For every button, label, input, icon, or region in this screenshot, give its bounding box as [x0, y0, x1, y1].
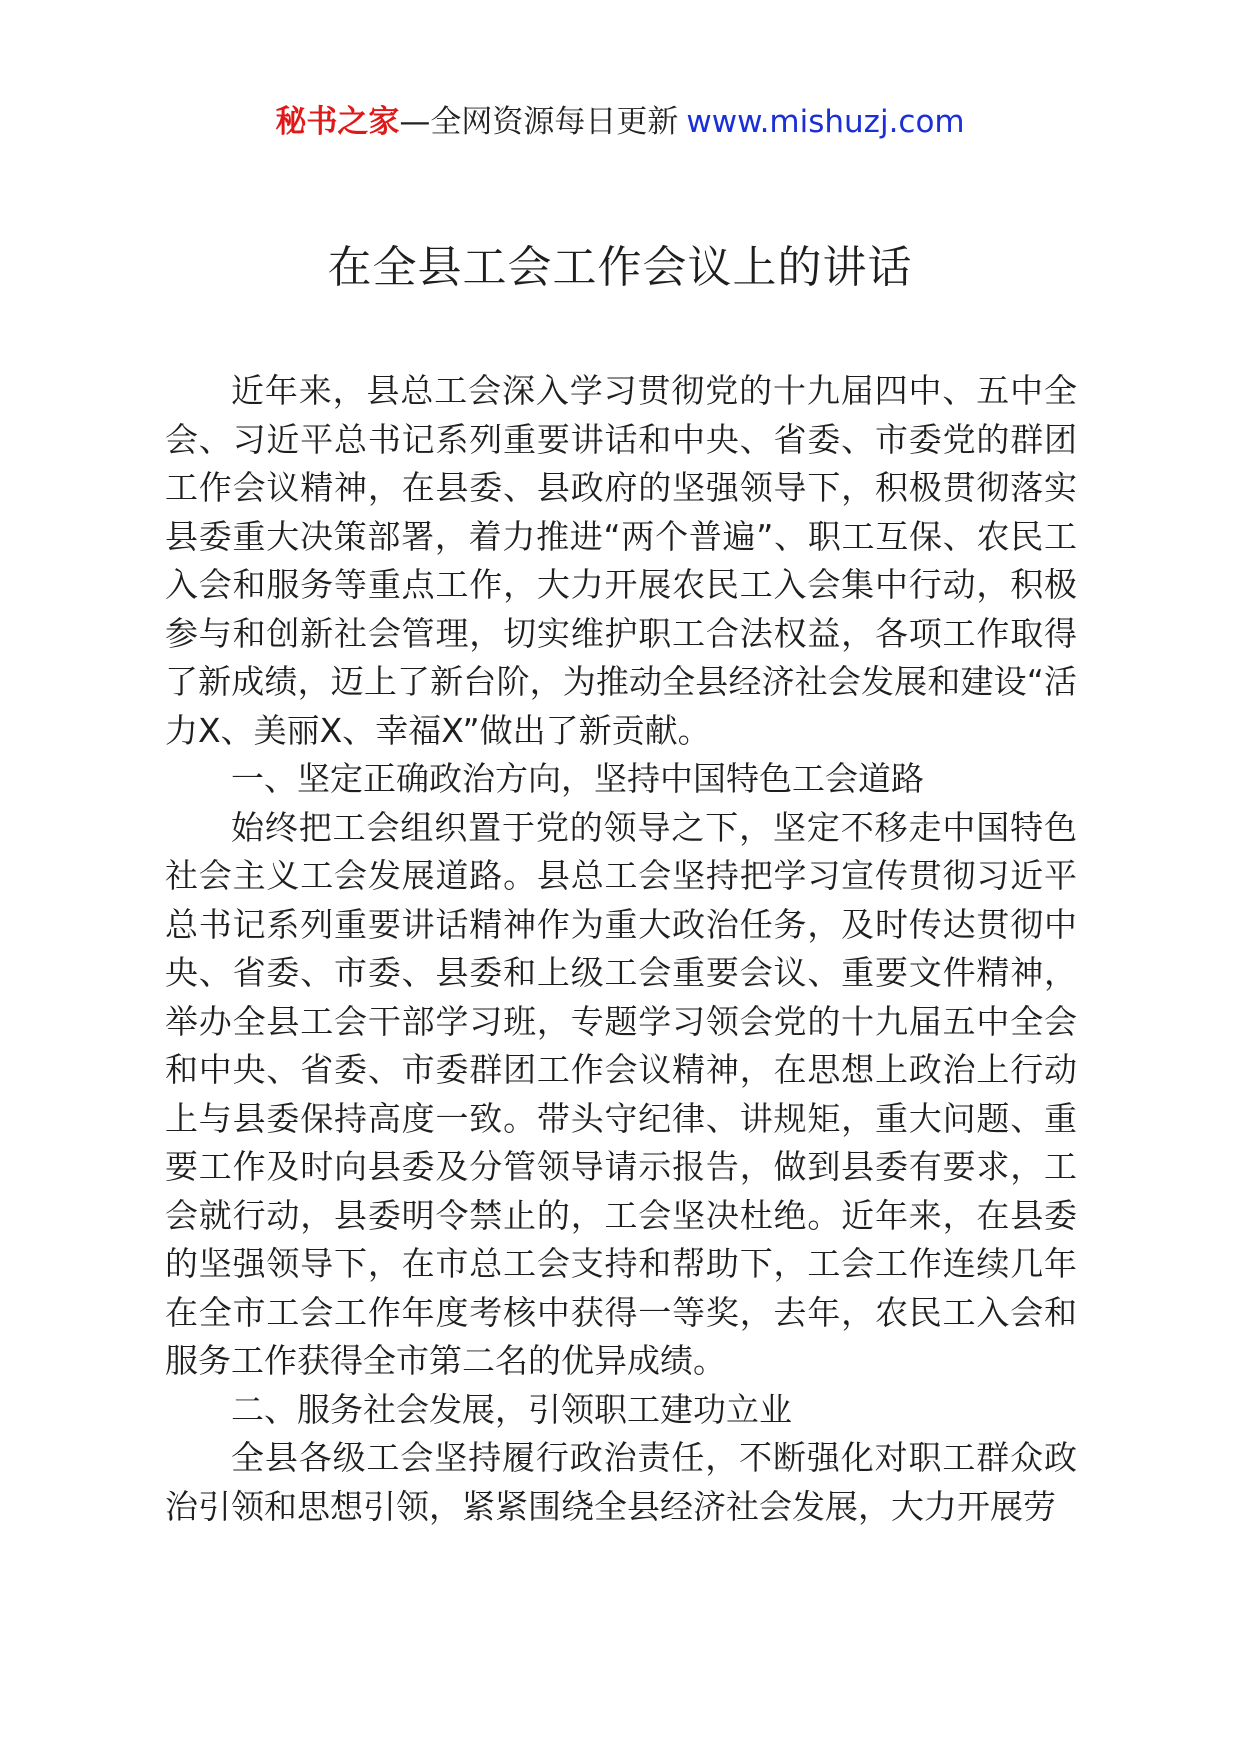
paragraph-section-1: 始终把工会组织置于党的领导之下，坚定不移走中国特色社会主义工会发展道路。县总工会坚持把学习宣传贯彻习近平总书记系列重要讲话精神作为重大政治任务，及时传达贯彻中央、省委、市委、县委和上级工会重要会议、重要文件精神，举办全县工会干部学习班，专题学习领会党的十九届五中全会和中央、省委、市委群团工作会议精神，在思想上政治上行动上与县委保持高度一致。带头守纪律、讲规矩，重大问题、重要工作及时向县委及分管领导请示报告，做到县委有要求，工会就行动，县委明令禁止的，工会坚决杜绝。近年来，在县委的坚强领导下，在市总工会支持和帮助下，工会工作连续几年在全市工会工作年度考核中获得一等奖，去年，农民工入会和服务工作获得全市第二名的优异成绩。 [165, 807, 1077, 1380]
site-header [0, 100, 1240, 144]
header-tagline: —全网资源每日更新 [399, 104, 679, 140]
document-title: 在全县工会工作会议上的讲话 [327, 242, 913, 293]
site-url-link[interactable]: www.mishuzj.com [686, 104, 965, 140]
paragraph-intro: 近年来，县总工会深入学习贯彻党的十九届四中、五中全会、习近平总书记系列重要讲话和中央、省委、市委党的群团工作会议精神，在县委、县政府的坚强领导下，积极贯彻落实县委重大决策部署，着力推进“两个普遍”、职工互保、农民工入会和服务等重点工作，大力开展农民工入会集中行动，积极参与和创新社会管理，切实维护职工合法权益，各项工作取得了新成绩，迈上了新台阶，为推动全县经济社会发展和建设“活力X、美丽X、幸福X”做出了新贡献。 [165, 371, 1077, 750]
brand-name: 秘书之家 [275, 104, 400, 140]
section-heading-1: 一、坚定正确政治方向，坚持中国特色工会道路 [231, 759, 924, 798]
section-heading-2: 二、服务社会发展，引领职工建功立业 [231, 1389, 792, 1429]
document-body [165, 367, 1077, 1531]
paragraph-section-2: 全县各级工会坚持履行政治责任，不断强化对职工群众政治引领和思想引领，紧紧围绕全县经济社会发展，大力开展劳 [165, 1438, 1077, 1526]
